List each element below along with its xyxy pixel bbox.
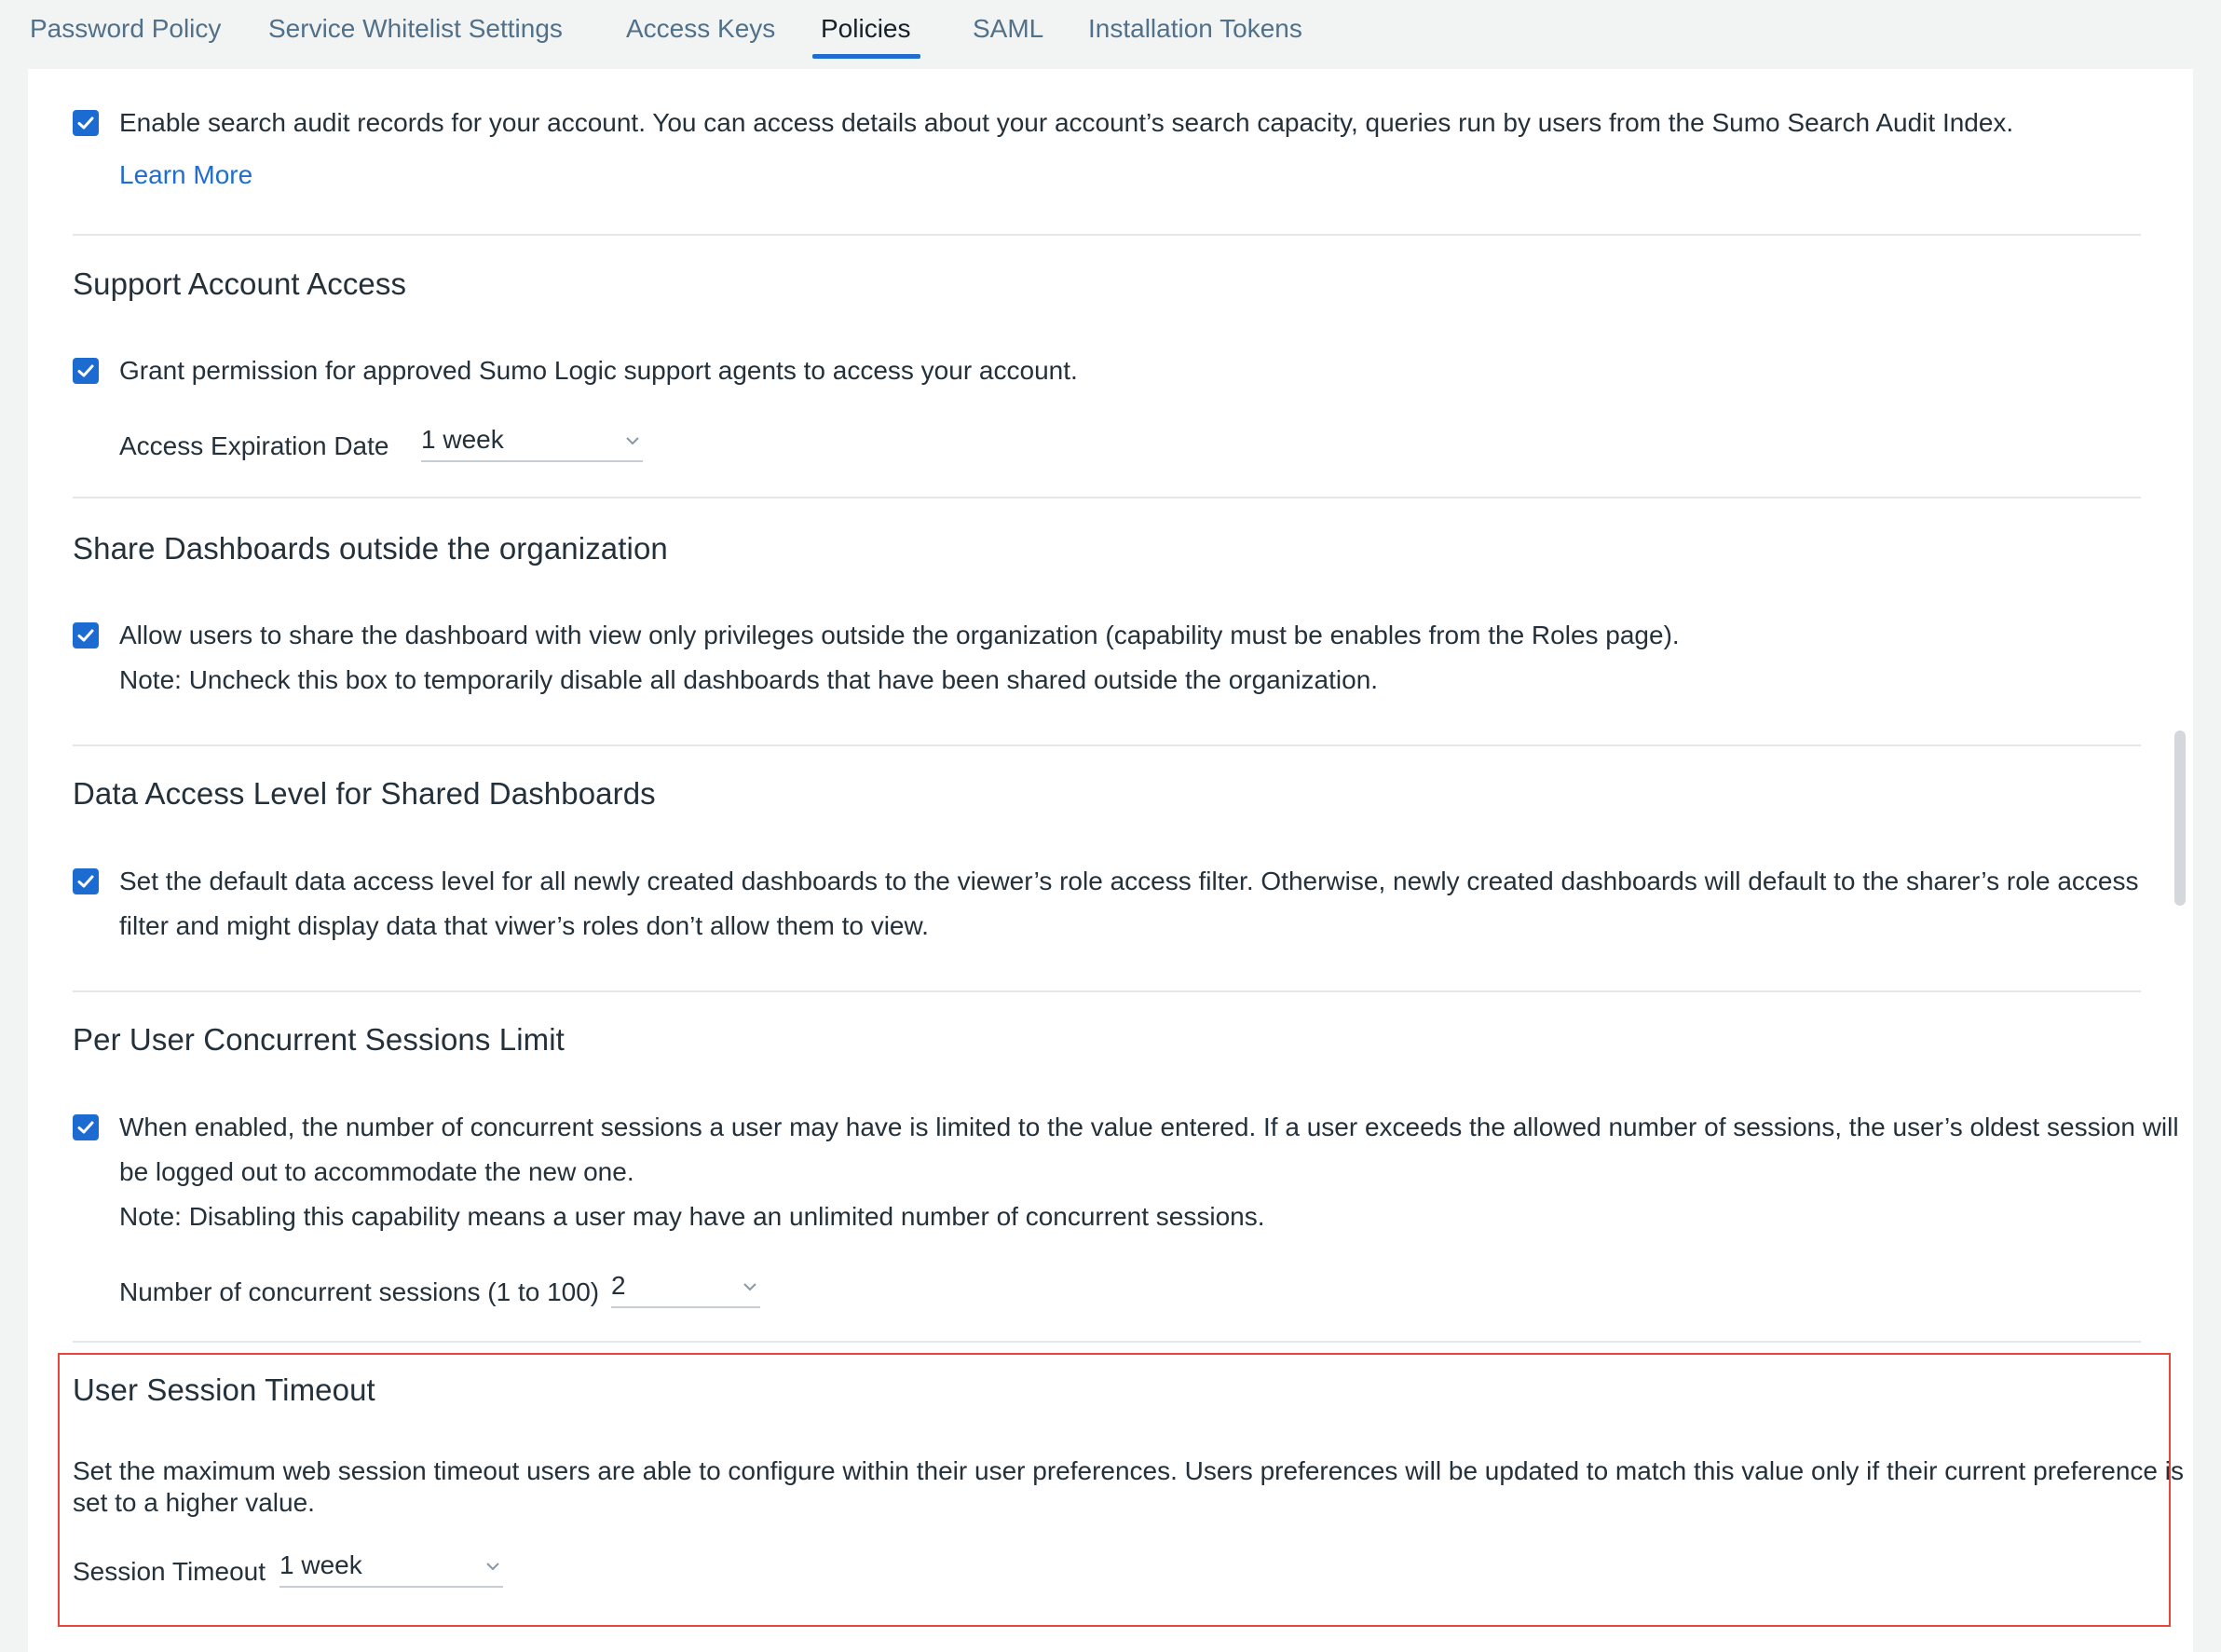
share-dashboards-checkbox[interactable]	[73, 622, 99, 649]
access-expiration-select[interactable]	[421, 423, 643, 462]
checkmark-icon	[76, 114, 95, 132]
tab-bar	[0, 0, 2221, 69]
tab-installation-tokens[interactable]: Installation Tokens	[1088, 14, 1302, 43]
section-divider	[73, 744, 2141, 746]
data-access-checkbox[interactable]	[73, 868, 99, 894]
section-divider	[73, 990, 2141, 992]
concurrent-sessions-select[interactable]	[611, 1269, 760, 1308]
concurrent-sessions-value: 2	[611, 1271, 626, 1300]
data-access-text-line1: Set the default data access level for all newly created dashboards to the viewer’s role access filter. Otherwise, newly created dashboards will default to the sharer’s role access	[119, 867, 2139, 895]
concurrent-sessions-count-label: Number of concurrent sessions (1 to 100)	[119, 1277, 600, 1306]
chevron-down-icon	[624, 434, 641, 447]
session-timeout-heading: User Session Timeout	[73, 1372, 375, 1407]
section-divider	[73, 497, 2141, 498]
tab-password-policy[interactable]: Password Policy	[30, 14, 222, 43]
tab-policies[interactable]: Policies	[821, 14, 911, 43]
concurrent-sessions-heading: Per User Concurrent Sessions Limit	[73, 1022, 565, 1057]
data-access-text-line2: filter and might display data that viwer’s roles don’t allow them to view.	[119, 911, 929, 940]
checkmark-icon	[76, 872, 95, 891]
session-timeout-label: Session Timeout	[73, 1557, 266, 1586]
access-expiration-value: 1 week	[421, 425, 504, 454]
share-dashboards-note: Note: Uncheck this box to temporarily disable all dashboards that have been shared outside the organization.	[119, 665, 1379, 694]
tab-access-keys[interactable]: Access Keys	[626, 14, 776, 43]
active-tab-indicator	[812, 54, 920, 59]
share-dashboards-heading: Share Dashboards outside the organization	[73, 531, 668, 566]
chevron-down-icon	[742, 1280, 758, 1293]
support-access-text: Grant permission for approved Sumo Logic support agents to access your account.	[119, 356, 1078, 385]
support-access-heading: Support Account Access	[73, 266, 407, 301]
learn-more-link[interactable]: Learn More	[119, 160, 253, 189]
data-access-heading: Data Access Level for Shared Dashboards	[73, 776, 656, 811]
section-divider	[73, 1341, 2141, 1343]
checkmark-icon	[76, 362, 95, 380]
chevron-down-icon	[484, 1560, 501, 1573]
vertical-scrollbar[interactable]	[2174, 730, 2186, 906]
share-dashboards-text: Allow users to share the dashboard with view only privileges outside the organization (capability must be enables from the Roles page).	[119, 621, 1680, 649]
checkmark-icon	[76, 1118, 95, 1137]
search-audit-checkbox[interactable]	[73, 110, 99, 136]
checkmark-icon	[76, 626, 95, 645]
concurrent-sessions-checkbox[interactable]	[73, 1114, 99, 1140]
support-access-checkbox[interactable]	[73, 358, 99, 384]
tab-saml[interactable]: SAML	[973, 14, 1044, 43]
concurrent-sessions-note: Note: Disabling this capability means a user may have an unlimited number of concurrent sessions.	[119, 1202, 1265, 1231]
search-audit-text: Enable search audit records for your account. You can access details about your account’s search capacity, queries run by users from the Sumo Search Audit Index.	[119, 108, 2014, 137]
access-expiration-label: Access Expiration Date	[119, 431, 389, 460]
section-divider	[73, 234, 2141, 236]
concurrent-sessions-text-line2: be logged out to accommodate the new one.	[119, 1157, 634, 1186]
tab-service-whitelist-settings[interactable]: Service Whitelist Settings	[268, 14, 563, 43]
session-timeout-description-line1: Set the maximum web session timeout users are able to configure within their user preferences. Users preferences will be updated to match this value only if their current preference is	[73, 1456, 2184, 1485]
session-timeout-value: 1 week	[279, 1550, 362, 1579]
concurrent-sessions-text-line1: When enabled, the number of concurrent sessions a user may have is limited to the value entered. If a user exceeds the allowed number of sessions, the user’s oldest session will	[119, 1113, 2179, 1141]
session-timeout-description-line2: set to a higher value.	[73, 1488, 315, 1517]
session-timeout-select[interactable]	[279, 1549, 503, 1588]
